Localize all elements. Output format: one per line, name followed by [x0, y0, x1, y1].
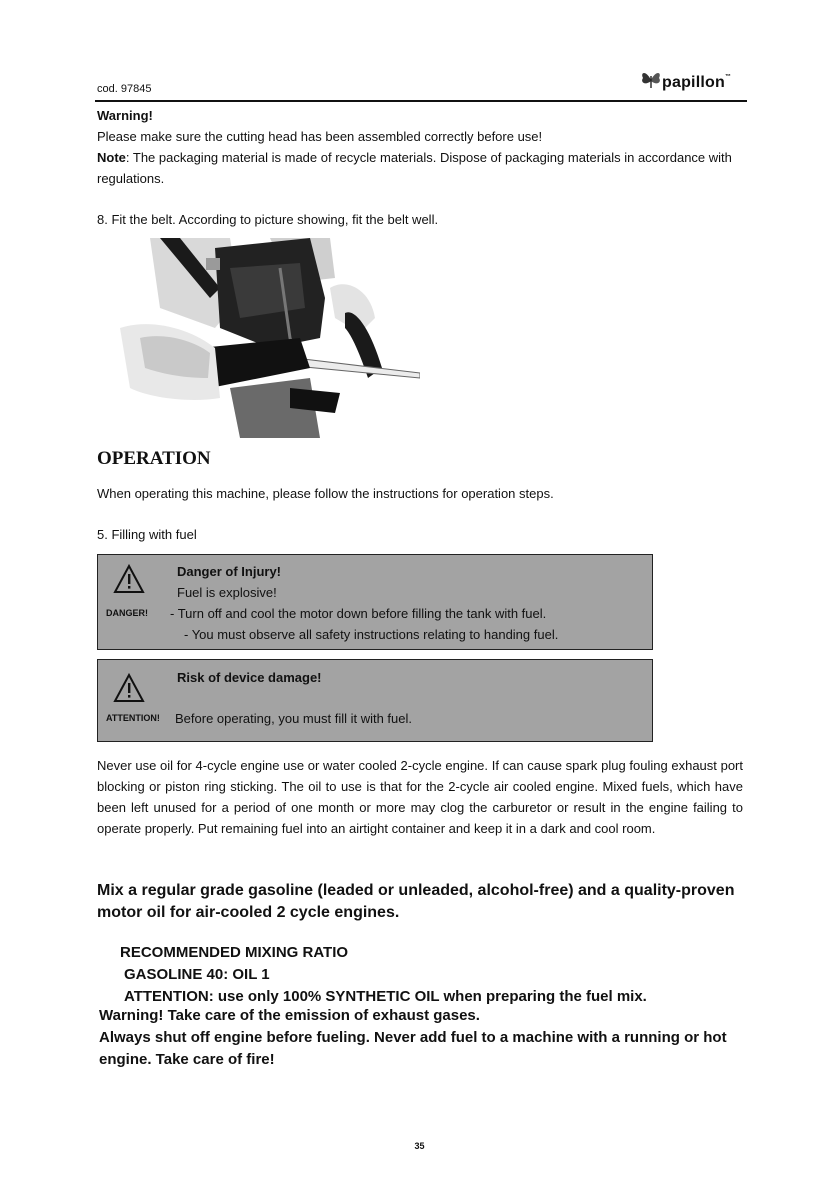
warning-title: Warning!	[97, 108, 153, 123]
document-code: cod. 97845	[97, 83, 152, 95]
danger-line-2: - Turn off and cool the motor down before filling the tank with fuel.	[170, 606, 547, 621]
danger-box	[97, 554, 653, 650]
ratio-title: RECOMMENDED MIXING RATIO	[120, 944, 349, 961]
ratio-attention: ATTENTION: use only 100% SYNTHETIC OIL when preparing the fuel mix.	[124, 988, 647, 1005]
danger-line-3: - You must observe all safety instructions relating to handing fuel.	[184, 627, 559, 642]
warning-triangle-icon	[113, 673, 145, 703]
note-label: Note	[97, 150, 126, 165]
note-text: : The packaging material is made of recycle materials. Dispose of packaging materials in accordance with regulations.	[97, 150, 732, 186]
danger-title: Danger of Injury!	[177, 564, 282, 579]
exhaust-warning: Warning! Take care of the emission of exhaust gases.	[99, 1007, 480, 1024]
ratio-value: GASOLINE 40: OIL 1	[124, 966, 270, 983]
attention-box	[97, 659, 653, 742]
attention-title: Risk of device damage!	[177, 670, 322, 685]
butterfly-icon	[640, 70, 662, 90]
page-number: 35	[414, 1141, 425, 1151]
attention-signal-word: ATTENTION!	[106, 713, 160, 723]
mix-statement: Mix a regular grade gasoline (leaded or unleaded, alcohol-free) and a quality-proven motor oil for air-cooled 2 cycle engines.	[97, 882, 735, 921]
header-rule	[95, 100, 747, 102]
step-8: 8. Fit the belt. According to picture showing, fit the belt well.	[97, 212, 439, 227]
attention-line-1: Before operating, you must fill it with fuel.	[175, 711, 413, 726]
note-paragraph	[97, 147, 747, 189]
fueling-warning: Always shut off engine before fueling. Never add fuel to a machine with a running or hot engine. Take care of fire!	[99, 1029, 727, 1068]
belt-fitting-photo	[120, 238, 420, 438]
danger-line-1: Fuel is explosive!	[177, 585, 277, 600]
warning-triangle-icon	[113, 564, 145, 594]
brand-logo	[640, 66, 745, 96]
oil-paragraph: Never use oil for 4-cycle engine use or water cooled 2-cycle engine. If can cause spark plug fouling exhaust port blocking or piston ring sticking. The oil to use is that for the 2-cycle air cooled engine. Mixed fuels, which have been left unused for a period of one month or more may clog the carburetor or result in the engine failing to operate properly. Put remaining fuel into an airtight container and keep it in a dark and cool room.	[97, 758, 743, 836]
brand-name: papillon™	[662, 74, 732, 91]
danger-signal-word: DANGER!	[106, 608, 148, 618]
operation-heading: OPERATION	[97, 448, 211, 469]
step-5: 5. Filling with fuel	[97, 527, 197, 542]
operation-intro: When operating this machine, please follow the instructions for operation steps.	[97, 486, 554, 501]
warning-line: Please make sure the cutting head has been assembled correctly before use!	[97, 129, 543, 144]
